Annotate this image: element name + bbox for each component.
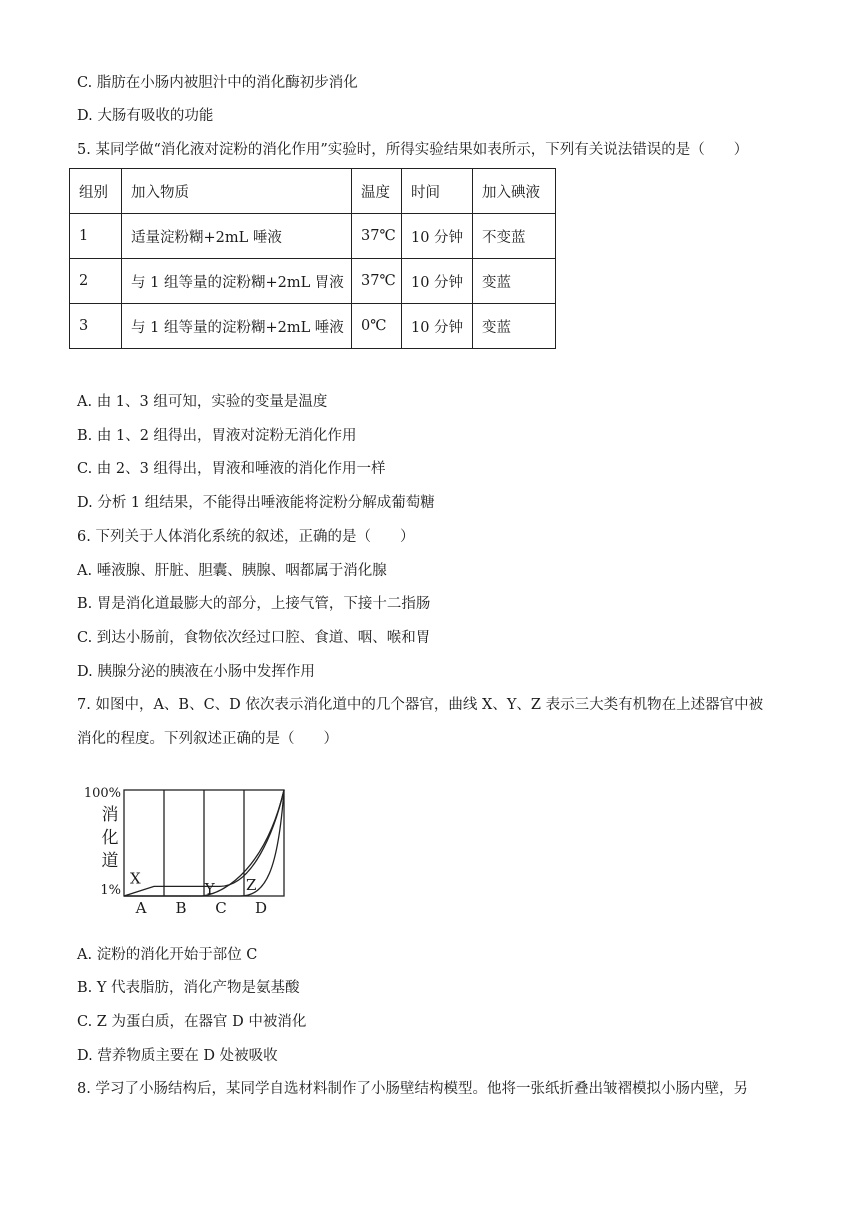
table-cell: 10 分钟 <box>402 259 473 304</box>
digestion-chart-svg <box>80 780 300 920</box>
table-cell: 37℃ <box>352 259 402 304</box>
table-cell: 10 分钟 <box>402 214 473 259</box>
option-b-q7: B. Y 代表脂肪，消化产物是氨基酸 <box>77 980 300 996</box>
y-axis-title-char: 化 <box>101 828 119 848</box>
option-d-q4: D. 大肠有吸收的功能 <box>77 108 214 124</box>
y-top-label: 100% <box>83 786 121 801</box>
table-cell: 适量淀粉糊+2mL 唾液 <box>122 214 352 259</box>
table-row <box>70 304 556 349</box>
table-cell: 不变蓝 <box>473 214 556 259</box>
question-7-line-2: 消化的程度。下列叙述正确的是（ ） <box>77 731 338 747</box>
header-cell: 加入碘液 <box>473 169 556 214</box>
option-a-q5: A. 由 1、3 组可知，实验的变量是温度 <box>77 394 328 410</box>
question-8: 8. 学习了小肠结构后，某同学自选材料制作了小肠壁结构模型。他将一张纸折叠出皱褶模拟小肠内壁，另 <box>77 1081 748 1097</box>
digestion-chart <box>80 780 300 920</box>
option-b-q5: B. 由 1、2 组得出，胃液对淀粉无消化作用 <box>77 428 357 444</box>
option-d-q7: D. 营养物质主要在 D 处被吸收 <box>77 1048 278 1064</box>
organ-label: B <box>175 899 187 917</box>
option-c-q7: C. Z 为蛋白质，在器官 D 中被消化 <box>77 1014 307 1030</box>
header-cell: 时间 <box>402 169 473 214</box>
table-cell: 2 <box>70 259 122 304</box>
table-cell: 与 1 组等量的淀粉糊+2mL 胃液 <box>122 259 352 304</box>
series-label-y: Y <box>204 880 215 898</box>
y-bottom-label: 1% <box>100 883 121 898</box>
option-d-q5: D. 分析 1 组结果，不能得出唾液能将淀粉分解成葡萄糖 <box>77 495 435 511</box>
series-label-x: X <box>130 869 141 888</box>
header-cell: 加入物质 <box>122 169 352 214</box>
y-axis-title-char: 消 <box>101 805 119 825</box>
option-c-q6: C. 到达小肠前，食物依次经过口腔、食道、咽、喉和胃 <box>77 630 431 646</box>
option-c-q5: C. 由 2、3 组得出，胃液和唾液的消化作用一样 <box>77 461 386 477</box>
question-6: 6. 下列关于人体消化系统的叙述，正确的是（ ） <box>77 529 415 545</box>
table-cell: 变蓝 <box>473 259 556 304</box>
table-header-row <box>70 169 556 214</box>
table-row <box>70 214 556 259</box>
header-cell: 温度 <box>352 169 402 214</box>
header-cell: 组别 <box>70 169 122 214</box>
table-cell: 0℃ <box>352 304 402 349</box>
option-d-q6: D. 胰腺分泌的胰液在小肠中发挥作用 <box>77 664 315 680</box>
table-cell: 1 <box>70 214 122 259</box>
option-c-q4: C. 脂肪在小肠内被胆汁中的消化酶初步消化 <box>77 75 358 91</box>
chart-labels <box>84 786 267 917</box>
table-cell: 变蓝 <box>473 304 556 349</box>
organ-label: D <box>254 899 268 917</box>
question-5: 5. 某同学做“消化液对淀粉的消化作用”实验时，所得实验结果如表所示，下列有关说法错误的是（ ） <box>77 142 749 158</box>
option-a-q6: A. 唾液腺、肝脏、胆囊、胰腺、咽都属于消化腺 <box>77 563 387 579</box>
table-row <box>70 259 556 304</box>
y-axis-title-char: 道 <box>101 851 119 871</box>
table-cell: 与 1 组等量的淀粉糊+2mL 唾液 <box>122 304 352 349</box>
series-label-z: Z <box>246 876 257 894</box>
table-cell: 3 <box>70 304 122 349</box>
experiment-table <box>69 168 556 349</box>
organ-label: C <box>215 899 227 917</box>
option-b-q6: B. 胃是消化道最膨大的部分，上接气管，下接十二指肠 <box>77 596 431 612</box>
question-7-line-1: 7. 如图中，A、B、C、D 依次表示消化道中的几个器官，曲线 X、Y、Z 表示三大类有机物在上述器官中被 <box>77 697 764 713</box>
option-a-q7: A. 淀粉的消化开始于部位 C <box>77 947 258 963</box>
organ-label: A <box>135 899 147 917</box>
table-cell: 10 分钟 <box>402 304 473 349</box>
table-cell: 37℃ <box>352 214 402 259</box>
